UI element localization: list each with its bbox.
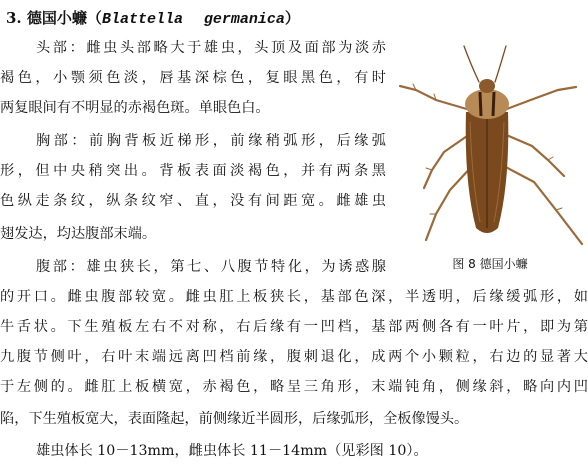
text-line: 的开口。雌虫腹部较宽。雌虫肛上板狭长，基部色深，半透明，后缘缓弧形，如 <box>0 289 588 305</box>
paren-close: ） <box>284 9 300 27</box>
text-line: 褐色，小颚须色淡，唇基深棕色，复眼黑色，有时 <box>0 70 386 86</box>
species-chinese-name: 德国小蠊 <box>26 9 87 27</box>
text-line: 头部：雌虫头部略大于雄虫，头顶及面部为淡赤 <box>36 40 386 56</box>
latin-genus: Blattella <box>101 11 183 28</box>
section-heading <box>6 6 426 30</box>
figure-caption: 图 8 德国小蠊 <box>452 257 528 271</box>
text-line: 色纵走条纹，纵条纹窄、直，没有间距宽。雌雄虫 <box>0 193 386 209</box>
text-line: 翅发达，均达腹部末端。 <box>0 226 157 242</box>
section-number: 3. <box>6 9 22 27</box>
text-line: 于左侧的。雌肛上板横宽，赤褐色，略呈三角形，末端钝角，侧缘斜，略向内凹 <box>0 379 588 395</box>
text-line: 陷，下生殖板宽大，表面隆起，前侧缘近半圆形，后缘弧形，全板像馒头。 <box>0 411 469 427</box>
text-line: 九腹节侧叶，右叶末端远离凹档前缘，腹刺退化，成两个小颗粒，右边的显著大 <box>0 349 588 365</box>
text-line: 胸部：前胸背板近梯形，前缘稍弧形，后缘弧 <box>36 133 386 149</box>
text-line: 腹部：雄虫狭长，第七、八腹节特化，为诱惑腺 <box>36 259 386 275</box>
cockroach-figure <box>386 42 588 247</box>
cockroach-illustration-icon <box>386 42 588 247</box>
text-line: 雄虫体长 10－13mm，雌虫体长 11－14mm（见彩图 10）。 <box>36 443 428 459</box>
text-line: 形，但中央稍突出。背板表面淡褐色，并有两条黑 <box>0 163 386 179</box>
paren-open: （ <box>86 9 102 27</box>
text-line: 两复眼间有不明显的赤褐色斑。单眼色白。 <box>0 100 270 116</box>
latin-species: germanica <box>203 11 285 28</box>
text-line: 牛舌状。下生殖板左右不对称，右后缘有一凹档，基部两侧各有一叶片，即为第 <box>0 319 588 335</box>
